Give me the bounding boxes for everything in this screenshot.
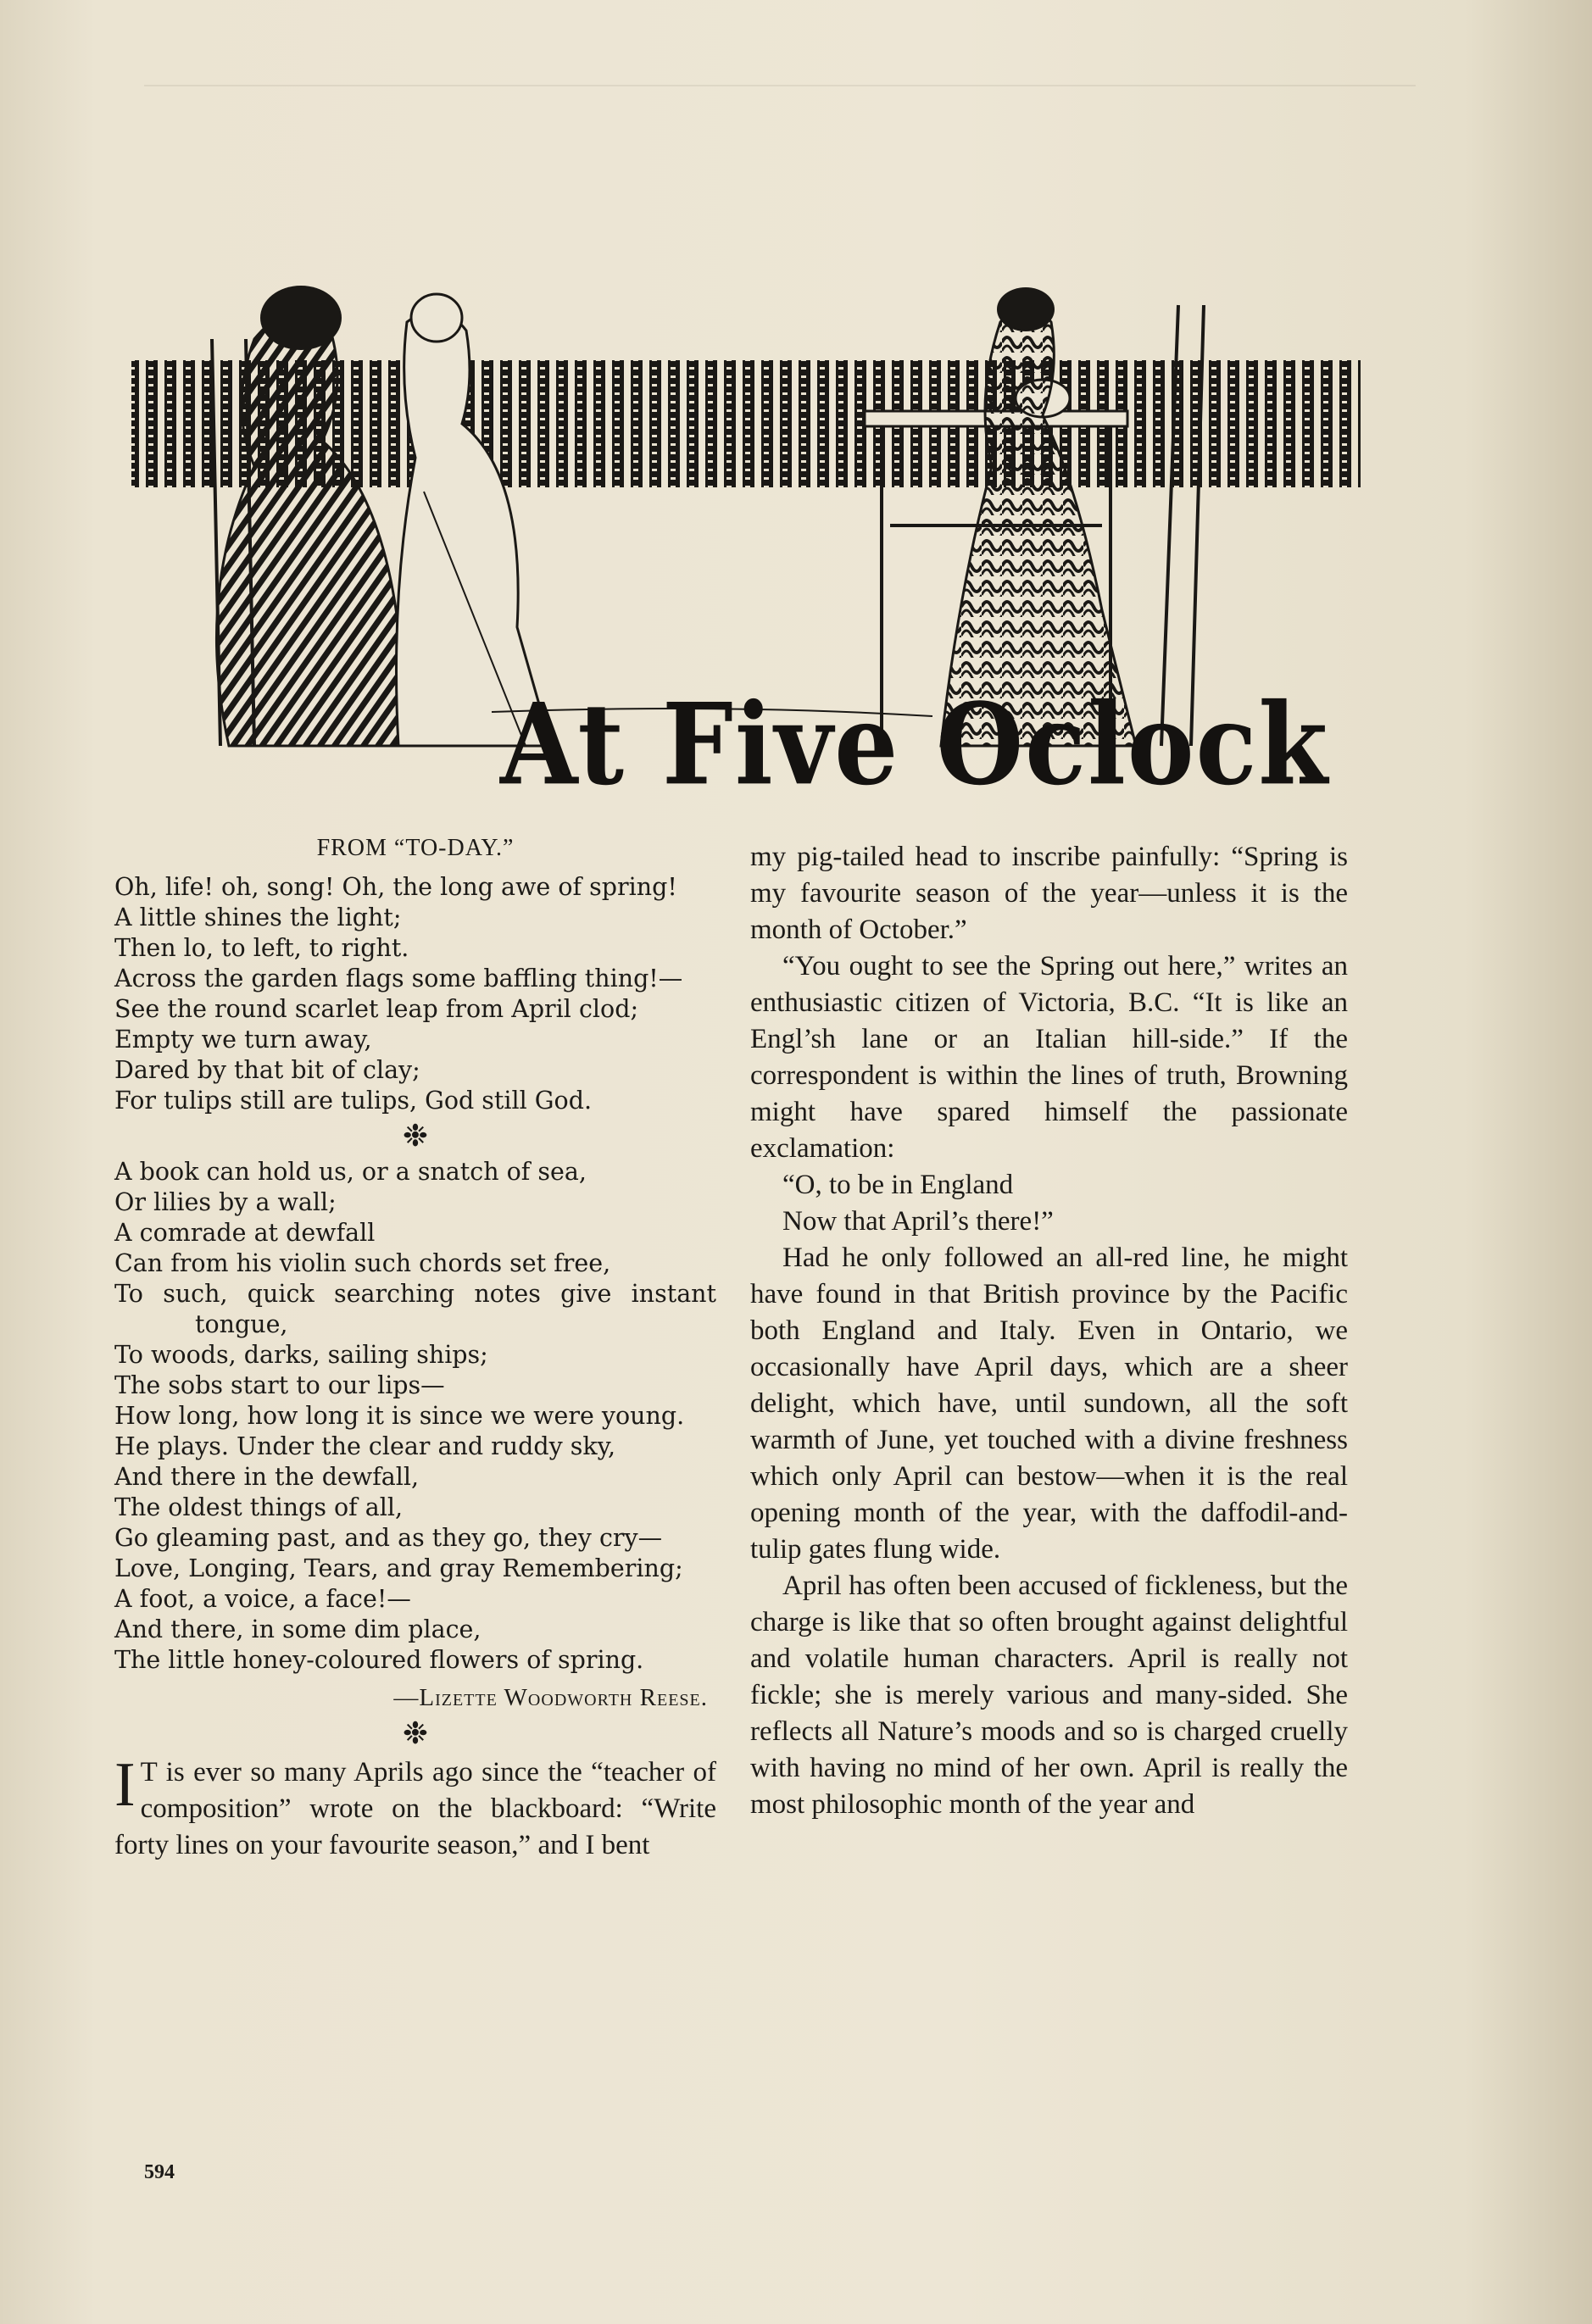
poem-line: For tulips still are tulips, God still God. <box>114 1087 593 1115</box>
poem-line: Then lo, to left, to right. <box>114 934 409 962</box>
quote-line-2: Now that April’s there!” <box>782 1206 1054 1237</box>
poem-line: Across the garden flags some baffling thing!— <box>114 965 683 992</box>
poem-line: To woods, darks, sailing ships; <box>114 1341 488 1369</box>
poem-line: A comrade at dewfall <box>114 1219 376 1247</box>
essay-paragraph-4: April has often been accused of fickleness, but the charge is like that so often brought against delightful and volatile human characters. April is really not fickle; she is merely various and many-sided. She reflects all Nature’s moods and so is charged cruelly with having no mind of her own. April is really the most philosophic month of the year and <box>750 1571 1348 1820</box>
poem-line: And there, in some dim place, <box>114 1615 481 1643</box>
poem-signature: —Lizette Woodworth Reese. <box>393 1684 708 1711</box>
poem-line: Empty we turn away, <box>114 1026 372 1054</box>
poem-line: Dared by that bit of clay; <box>114 1056 420 1084</box>
poem-line: To such, quick searching notes give instant tongue, <box>114 1280 716 1338</box>
essay-paragraph-1-right: my pig-tailed head to inscribe painfully: “Spring is my favourite season of the year—unless it is the month of October.” <box>750 842 1348 945</box>
quote-line-1: “O, to be in England <box>782 1170 1014 1200</box>
poem-line: Or lilies by a wall; <box>114 1188 337 1216</box>
poem-line: The sobs start to our lips— <box>114 1371 445 1399</box>
essay-paragraph-3: Had he only followed an all-red line, he might have found in that British province by the Pacific both England and Italy. Even in Ontario, we occasionally have April days, which are a sheer delight, which have, until sundown, all the soft warmth of June, yet touched with a divine freshness which only April can bestow—when it is the real opening month of the year, with the daffodil-and-tulip gates flung wide. <box>750 1243 1348 1565</box>
poem-line: A little shines the light; <box>114 903 402 931</box>
poem-line: And there in the dewfall, <box>114 1463 420 1491</box>
section-title-lettering: At Five Oclock <box>500 678 1330 810</box>
essay-paragraph-1-left: T is ever so many Aprils ago since the “teacher of composition” wrote on the blackboard: “Write forty lines on your favourite season,” and I bent <box>114 1757 716 1860</box>
poem-line: A book can hold us, or a snatch of sea, <box>114 1158 587 1186</box>
left-woman-hat <box>260 286 342 350</box>
section-separator-icon: ❉ <box>402 1716 429 1751</box>
stanza-separator-icon: ❉ <box>402 1119 429 1154</box>
right-column <box>750 839 1348 1823</box>
poem-stanza-2 <box>114 1157 716 1676</box>
drop-cap: I <box>114 1750 136 1820</box>
poem-line: A foot, a voice, a face!— <box>114 1585 411 1613</box>
poem-line: Go gleaming past, and as they go, they cry— <box>114 1524 663 1552</box>
poem-line: See the round scarlet leap from April clod; <box>114 995 639 1023</box>
poem-stanza-1 <box>114 872 716 1116</box>
poem-line: Can from his violin such chords set free, <box>114 1249 611 1277</box>
poem-line: Love, Longing, Tears, and gray Remembering; <box>114 1554 683 1582</box>
poem-line: Oh, life! oh, song! Oh, the long awe of spring! <box>114 873 677 901</box>
page-number: 594 <box>144 2161 175 2183</box>
poem-line: He plays. Under the clear and ruddy sky, <box>114 1432 616 1460</box>
bleed-through-shadow <box>144 51 1416 86</box>
poem-line: How long, how long it is since we were young. <box>114 1402 685 1430</box>
essay-opening <box>114 1750 716 1864</box>
poem-heading: FROM “TO-DAY.” <box>316 835 515 861</box>
left-column <box>114 835 716 1864</box>
poem-line: The oldest things of all, <box>114 1493 404 1521</box>
poem-line: The little honey-coloured flowers of spring. <box>114 1646 644 1674</box>
essay-paragraph-2: “You ought to see the Spring out here,” writes an enthusiastic citizen of Victoria, B.C. “It is like an Engl’sh lane or an Italian hill-side.” If the correspondent is within the lines of truth, Browning might have spared himself the passionate exclamation: <box>750 951 1348 1164</box>
